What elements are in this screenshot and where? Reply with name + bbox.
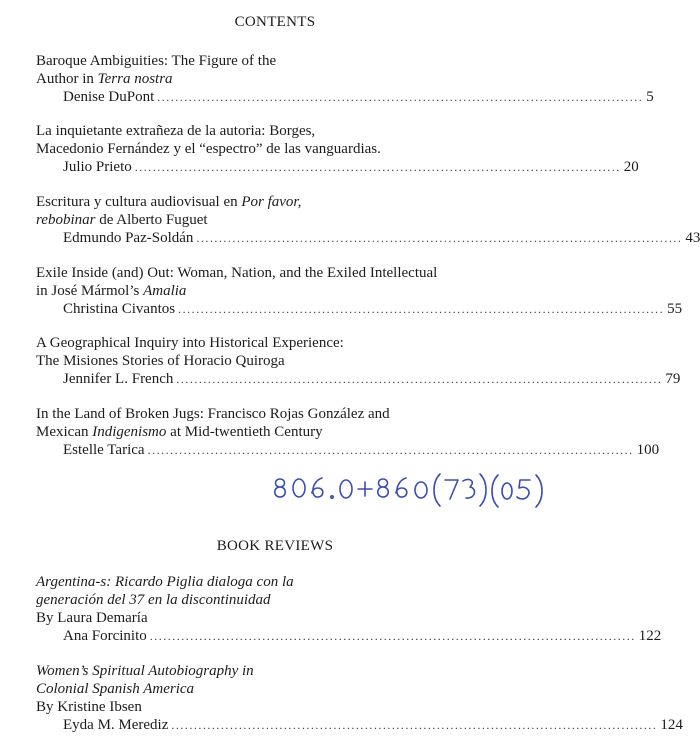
review-page-number: 124 [660,717,683,733]
dot-leader: ............................................................................................................ [176,372,663,386]
contents-heading: CONTENTS [234,14,316,30]
review-title-line: Colonial Spanish America [36,681,195,697]
ink-glyph [463,479,475,498]
entry-author-row [36,441,660,459]
toc-entry[interactable] [36,193,700,247]
entry-title-line: Baroque Ambiguities: The Figure of the [36,53,277,69]
entry-title-line: Escritura y cultura audiovisual en Por favor, [36,194,302,210]
toc-entry[interactable] [36,334,681,388]
dot-leader: ............................................................................................................ [157,90,644,104]
toc-entry[interactable] [36,52,654,106]
ink-glyph [378,479,389,497]
entry-page-number: 100 [636,442,660,458]
entry-author: Christina Civantos [63,301,176,317]
dot-leader: ............................................................................................................ [134,160,621,174]
handwritten-call-number [272,466,552,510]
entry-author: Jennifer L. French [63,371,174,387]
dot-leader: ............................................................................................................ [149,629,636,643]
toc-entry[interactable] [36,264,683,318]
ink-glyph [536,475,542,507]
review-byline: By Laura Demaría [36,610,148,626]
ink-glyph [293,479,305,497]
toc-entry[interactable] [36,122,639,176]
ink-glyph [396,478,407,497]
ink-glyph [492,475,498,507]
entry-page-number: 55 [667,301,683,317]
ink-glyph [312,478,323,497]
ink-glyph [331,496,333,498]
ink-glyph [415,482,427,498]
dot-leader: ............................................................................................................ [196,231,683,245]
entry-title-line: Macedonio Fernández y el “espectro” de las vanguardias. [36,141,381,157]
entry-page-number: 79 [665,371,681,387]
handwritten-ink-drawing [272,466,550,510]
review-entry[interactable] [36,662,683,734]
review-title-line: Argentina-s: Ricardo Piglia dialoga con la [36,574,294,590]
entry-author-row [36,158,639,176]
entry-title-line: in José Mármol’s Amalia [36,283,187,299]
entry-author-row [36,229,700,247]
entry-author-row [36,88,654,106]
entry-page-number: 43 [685,230,700,246]
review-author-row [36,627,662,645]
book-reviews-heading: BOOK REVIEWS [216,538,334,554]
entry-title-line: rebobinar de Alberto Fuguet [36,212,208,228]
ink-glyph [434,474,440,506]
review-title-line: generación del 37 en la discontinuidad [36,592,271,608]
entry-title-line: Mexican Indigenismo at Mid-twentieth Century [36,424,323,440]
entry-title-line: La inquietante extrañeza de la autoria: Borges, [36,123,316,139]
review-byline: By Kristine Ibsen [36,699,142,715]
entry-author: Edmundo Paz-Soldán [63,230,194,246]
ink-glyph [275,479,286,497]
ink-glyph [340,480,352,498]
entry-title-line: In the Land of Broken Jugs: Francisco Rojas González and [36,406,390,422]
entry-title-line: Exile Inside (and) Out: Woman, Nation, and the Exiled Intellectual [36,265,438,281]
entry-author-row [36,370,681,388]
toc-entry[interactable] [36,405,660,459]
ink-glyph [358,482,372,496]
ink-glyph [517,480,530,499]
entry-author: Julio Prieto [63,159,132,175]
dot-leader: ............................................................................................................ [147,443,634,457]
ink-glyph [445,480,458,499]
entry-page-number: 20 [623,159,639,175]
entry-page-number: 5 [646,89,654,105]
dot-leader: ............................................................................................................ [178,302,665,316]
entry-author: Estelle Tarica [63,442,145,458]
review-author-row [36,716,683,734]
entry-title-line: The Misiones Stories of Horacio Quiroga [36,353,285,369]
ink-glyph [502,483,512,499]
review-title-line: Women’s Spiritual Autobiography in [36,663,254,679]
entry-title-line: Author in Terra nostra [36,71,173,87]
review-entry[interactable] [36,573,662,645]
entry-title-line: A Geographical Inquiry into Historical Experience: [36,335,344,351]
entry-author-row [36,300,683,318]
entry-author: Denise DuPont [63,89,155,105]
reviewer-name: Eyda M. Merediz [63,717,169,733]
dot-leader: ............................................................................................................ [171,718,658,732]
ink-glyph [480,474,486,506]
review-page-number: 122 [638,628,662,644]
reviewer-name: Ana Forcinito [63,628,147,644]
